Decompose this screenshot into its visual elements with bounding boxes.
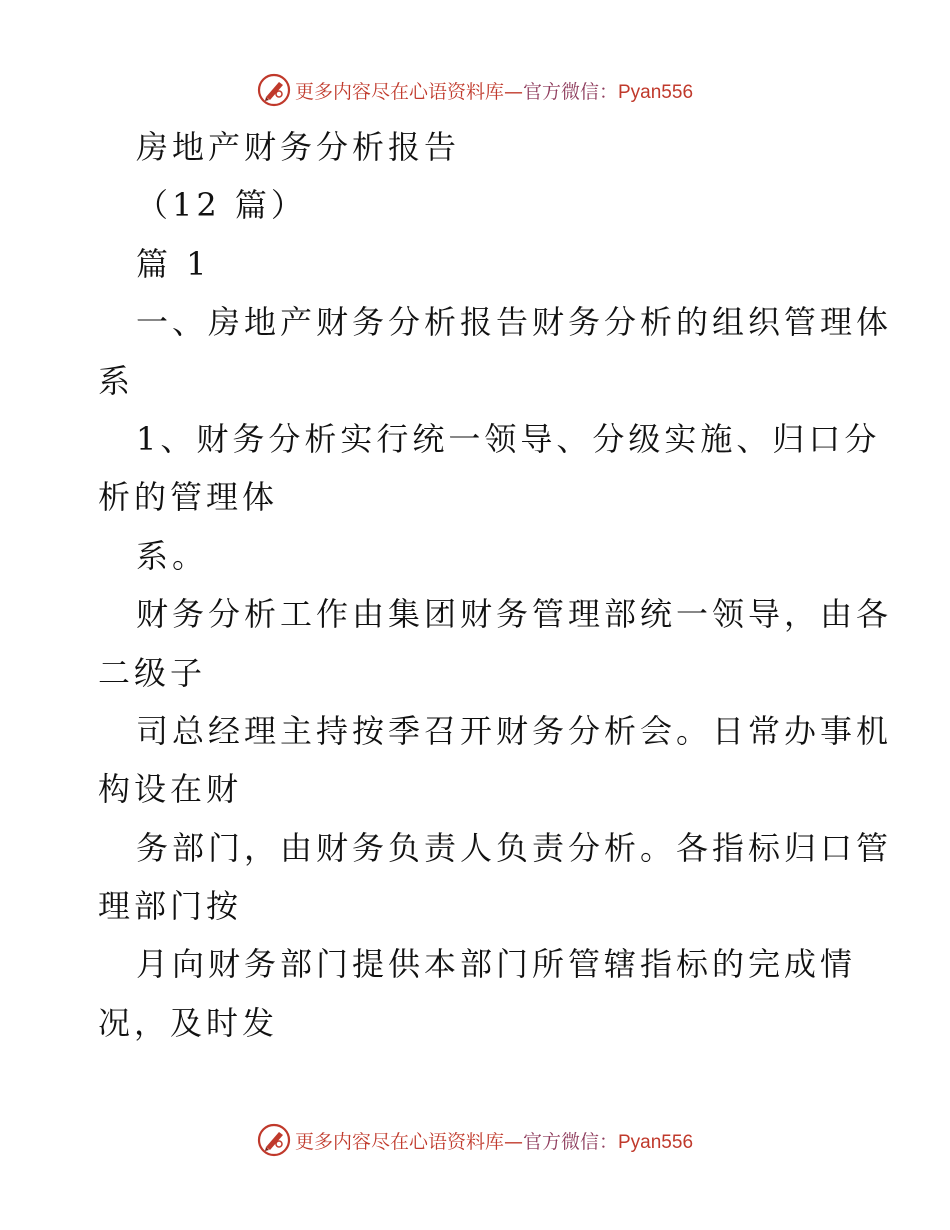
paragraph-line: 务部门，由财务负责人负责分析。各指标归口管 [136,828,893,867]
watermark-wechat-label: 官方微信： [522,80,618,103]
paragraph-line: 构设在财 [98,770,243,809]
paragraph-line: 一、房地产财务分析报告财务分析的组织管理体 [136,303,893,342]
pen-logo-icon [257,1123,291,1157]
footer-watermark [0,1120,950,1160]
paragraph-line: 司总经理主持按季召开财务分析会。日常办事机 [136,711,893,750]
header-watermark [0,70,950,110]
paragraph-line: 况，及时发 [98,1003,279,1042]
paragraph-line: 财务分析工作由集团财务管理部统一领导，由各 [136,595,893,634]
watermark-main-text: 更多内容尽在心语资料库— [294,80,523,103]
watermark-wechat-id: Pyan556 [618,1131,694,1153]
document-body [98,118,893,1052]
document-title: 房地产财务分析报告 [136,128,461,166]
document-subtitle: （12 篇） [136,186,307,225]
paragraph-line: 析的管理体 [98,478,279,517]
pen-logo-icon [257,73,291,107]
section-heading: 篇 1 [136,244,211,283]
watermark-main-text: 更多内容尽在心语资料库— [294,1130,523,1153]
watermark-text [295,77,693,104]
paragraph-line: 系。 [136,536,209,575]
paragraph-line: 1、财务分析实行统一领导、分级实施、归口分 [136,419,881,458]
paragraph-line: 理部门按 [98,887,243,926]
watermark-wechat-label: 官方微信： [522,1130,618,1153]
paragraph-line: 系 [98,361,135,400]
watermark-wechat-id: Pyan556 [618,81,694,103]
paragraph-line: 二级子 [98,653,207,692]
watermark-text [295,1127,693,1154]
paragraph-line: 月向财务部门提供本部门所管辖指标的完成情 [136,945,857,984]
